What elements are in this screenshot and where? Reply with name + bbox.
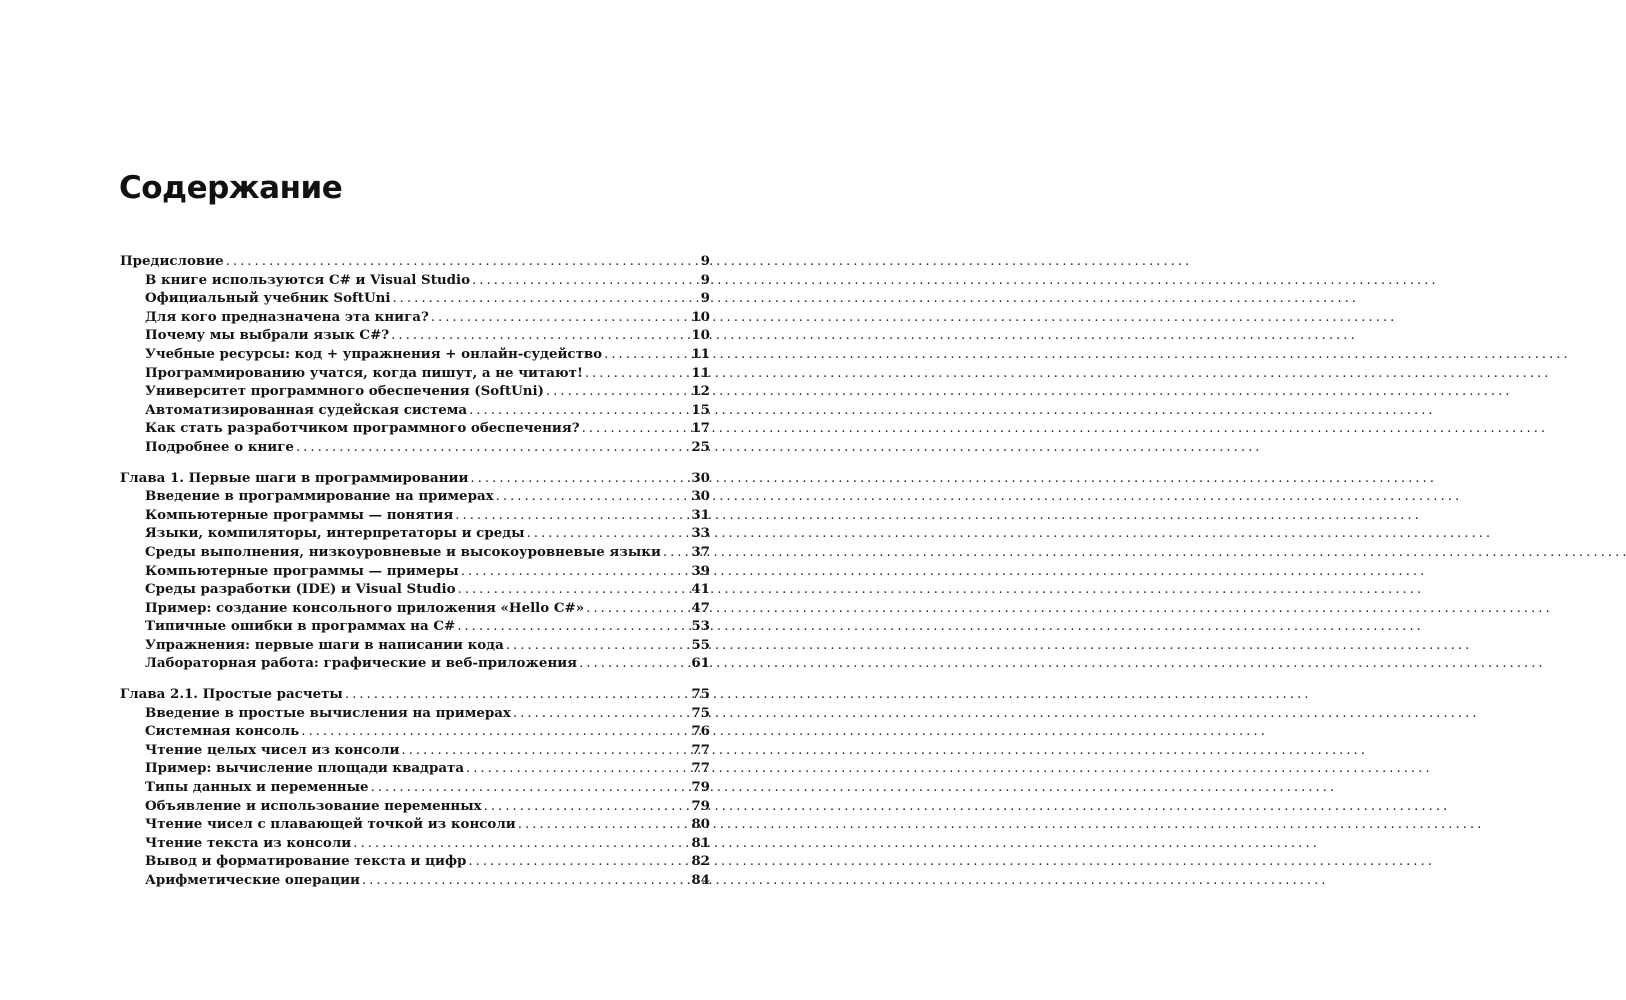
toc-entry-label: Системная консоль <box>145 723 300 740</box>
dot-leader <box>504 637 690 656</box>
dot-leader <box>299 723 689 742</box>
toc-entry-label: Предисловие <box>120 253 224 269</box>
toc-page-number: 31 <box>691 506 710 523</box>
dot-leader <box>494 488 690 507</box>
toc-entry-label: Пример: создание консольного приложения «Hello C#» <box>145 599 585 616</box>
toc-subsection-entry[interactable] <box>120 524 710 543</box>
dot-leader <box>468 470 689 489</box>
toc-page-number: 11 <box>691 364 710 381</box>
toc-entry-label: Языки, компиляторы, интерпретаторы и среды <box>145 525 525 542</box>
dot-leader <box>584 600 689 619</box>
toc-page-number: 9 <box>700 253 710 269</box>
toc-entry-label: Автоматизированная судейская система <box>145 401 468 418</box>
toc-entry-label: Среды разработки (IDE) и Visual Studio <box>145 581 456 598</box>
dot-leader <box>544 383 689 402</box>
toc-page-number: 47 <box>691 599 710 616</box>
dot-leader <box>466 853 689 872</box>
dot-leader <box>602 346 689 365</box>
toc-page-number: 76 <box>691 723 710 740</box>
toc-subsection-entry[interactable] <box>120 326 710 345</box>
toc-page-number: 17 <box>691 420 710 437</box>
toc-subsection-entry[interactable] <box>120 308 710 327</box>
toc-subsection-entry[interactable] <box>120 562 710 581</box>
toc-entry-label: Учебные ресурсы: код + упражнения + онлайн-судейство <box>145 345 603 362</box>
toc-page-number: 80 <box>691 816 710 833</box>
toc-subsection-entry[interactable] <box>120 487 710 506</box>
toc-subsection-entry[interactable] <box>120 364 710 383</box>
dot-leader <box>511 705 689 724</box>
dot-leader <box>456 581 690 600</box>
toc-page-number: 55 <box>691 636 710 653</box>
toc-page-number: 10 <box>691 308 710 325</box>
toc-subsection-entry[interactable] <box>120 741 710 760</box>
dot-leader <box>455 618 689 637</box>
toc-subsection-entry[interactable] <box>120 815 710 834</box>
dot-leader <box>470 272 699 291</box>
toc-page-number: 75 <box>691 686 710 703</box>
toc-entry-label: Университет программного обеспечения (SoftUni) <box>145 383 544 400</box>
toc-entry-label: Программированию учатся, когда пишут, а не читают! <box>145 364 583 381</box>
toc-entry-label: Вывод и форматирование текста и цифр <box>145 853 467 870</box>
toc-subsection-entry[interactable] <box>120 382 710 401</box>
toc-subsection-entry[interactable] <box>120 438 710 457</box>
toc-subsection-entry[interactable] <box>120 506 710 525</box>
toc-page-number: 53 <box>691 618 710 635</box>
toc-page-number: 9 <box>700 271 710 288</box>
dot-leader <box>525 525 690 544</box>
toc-page-number: 9 <box>700 290 710 307</box>
toc-entry-label: Упражнения: первые шаги в написании кода <box>145 636 504 653</box>
toc-entry-label: Чтение целых чисел из консоли <box>145 741 400 758</box>
dot-leader <box>389 327 689 346</box>
toc-subsection-entry[interactable] <box>120 871 710 890</box>
toc-page-number: 39 <box>691 562 710 579</box>
toc-page-number: 75 <box>691 704 710 721</box>
dot-leader <box>343 686 690 705</box>
dot-leader <box>583 365 690 384</box>
page-title: Содержание <box>119 170 343 206</box>
dot-leader <box>224 253 699 272</box>
dot-leader <box>459 563 690 582</box>
table-of-contents <box>120 252 710 902</box>
toc-entry-label: Пример: вычисление площади квадрата <box>145 760 464 777</box>
dot-leader <box>577 655 689 674</box>
toc-page-number: 41 <box>691 581 710 598</box>
toc-entry-label: Типы данных и переменные <box>145 779 369 796</box>
toc-subsection-entry[interactable] <box>120 654 710 673</box>
toc-page-number: 25 <box>691 438 710 455</box>
toc-chapter-entry[interactable] <box>120 469 710 488</box>
toc-page-number: 77 <box>691 741 710 758</box>
toc-section <box>120 685 710 890</box>
dot-leader <box>464 760 689 779</box>
toc-subsection-entry[interactable] <box>120 419 710 438</box>
toc-entry-label: Среды выполнения, низкоуровневые и высокоуровневые языки <box>145 543 661 560</box>
toc-page-number: 37 <box>691 543 710 560</box>
toc-entry-label: Для кого предназначена эта книга? <box>145 308 429 325</box>
toc-page-number: 10 <box>691 327 710 344</box>
toc-entry-label: Лабораторная работа: графические и веб-приложения <box>145 655 578 672</box>
toc-entry-label: Глава 2.1. Простые расчеты <box>120 686 343 703</box>
toc-chapter-entry[interactable] <box>120 252 710 271</box>
toc-page-number: 30 <box>691 488 710 505</box>
toc-entry-label: Подробнее о книге <box>145 438 294 455</box>
toc-page-number: 12 <box>691 383 710 400</box>
toc-subsection-entry[interactable] <box>120 345 710 364</box>
document-page <box>0 0 800 1000</box>
toc-page-number: 82 <box>691 853 710 870</box>
toc-entry-label: В книге используются C# и Visual Studio <box>145 271 471 288</box>
toc-subsection-entry[interactable] <box>120 722 710 741</box>
toc-entry-label: Объявление и использование переменных <box>145 797 482 814</box>
toc-page-number: 81 <box>691 834 710 851</box>
toc-section <box>120 252 710 457</box>
dot-leader <box>482 798 690 817</box>
toc-entry-label: Введение в простые вычисления на примерах <box>145 704 511 721</box>
toc-page-number: 79 <box>691 779 710 796</box>
toc-page-number: 84 <box>691 872 710 888</box>
dot-leader <box>580 420 690 439</box>
toc-subsection-entry[interactable] <box>120 543 710 562</box>
toc-page-number: 33 <box>691 525 710 542</box>
toc-subsection-entry[interactable] <box>120 704 710 723</box>
toc-subsection-entry[interactable] <box>120 617 710 636</box>
toc-entry-label: Почему мы выбрали язык C#? <box>145 327 390 344</box>
toc-subsection-entry[interactable] <box>120 401 710 420</box>
toc-entry-label: Как стать разработчиком программного обеспечения? <box>145 420 580 437</box>
toc-page-number: 11 <box>691 345 710 362</box>
toc-section <box>120 469 710 674</box>
dot-leader <box>360 872 689 891</box>
toc-page-number: 15 <box>691 401 710 418</box>
dot-leader <box>429 309 690 328</box>
toc-subsection-entry[interactable] <box>120 778 710 797</box>
toc-entry-label: Компьютерные программы — примеры <box>145 562 459 579</box>
dot-leader <box>351 835 689 854</box>
dot-leader <box>516 816 690 835</box>
toc-page-number: 77 <box>691 760 710 777</box>
toc-entry-label: Официальный учебник SoftUni <box>145 290 391 307</box>
toc-subsection-entry[interactable] <box>120 759 710 778</box>
toc-entry-label: Чтение текста из консоли <box>145 834 352 851</box>
toc-subsection-entry[interactable] <box>120 834 710 853</box>
toc-subsection-entry[interactable] <box>120 271 710 290</box>
dot-leader <box>661 544 689 563</box>
toc-entry-label: Введение в программирование на примерах <box>145 488 494 505</box>
dot-leader <box>453 507 689 526</box>
dot-leader <box>399 742 689 761</box>
dot-leader <box>390 290 698 309</box>
toc-subsection-entry[interactable] <box>120 797 710 816</box>
toc-entry-label: Компьютерные программы — понятия <box>145 506 454 523</box>
toc-subsection-entry[interactable] <box>120 636 710 655</box>
toc-subsection-entry[interactable] <box>120 580 710 599</box>
toc-entry-label: Типичные ошибки в программах на C# <box>145 618 456 635</box>
toc-subsection-entry[interactable] <box>120 289 710 308</box>
dot-leader <box>467 402 689 421</box>
toc-page-number: 79 <box>691 797 710 814</box>
dot-leader <box>369 779 690 798</box>
toc-chapter-entry[interactable] <box>120 685 710 704</box>
toc-entry-label: Арифметические операции <box>145 872 360 888</box>
toc-entry-label: Чтение чисел с плавающей точкой из консоли <box>145 816 516 833</box>
dot-leader <box>294 439 689 458</box>
toc-subsection-entry[interactable] <box>120 852 710 871</box>
toc-entry-label: Глава 1. Первые шаги в программировании <box>120 469 469 486</box>
toc-subsection-entry[interactable] <box>120 599 710 618</box>
toc-page-number: 61 <box>691 655 710 672</box>
toc-page-number: 30 <box>691 469 710 486</box>
